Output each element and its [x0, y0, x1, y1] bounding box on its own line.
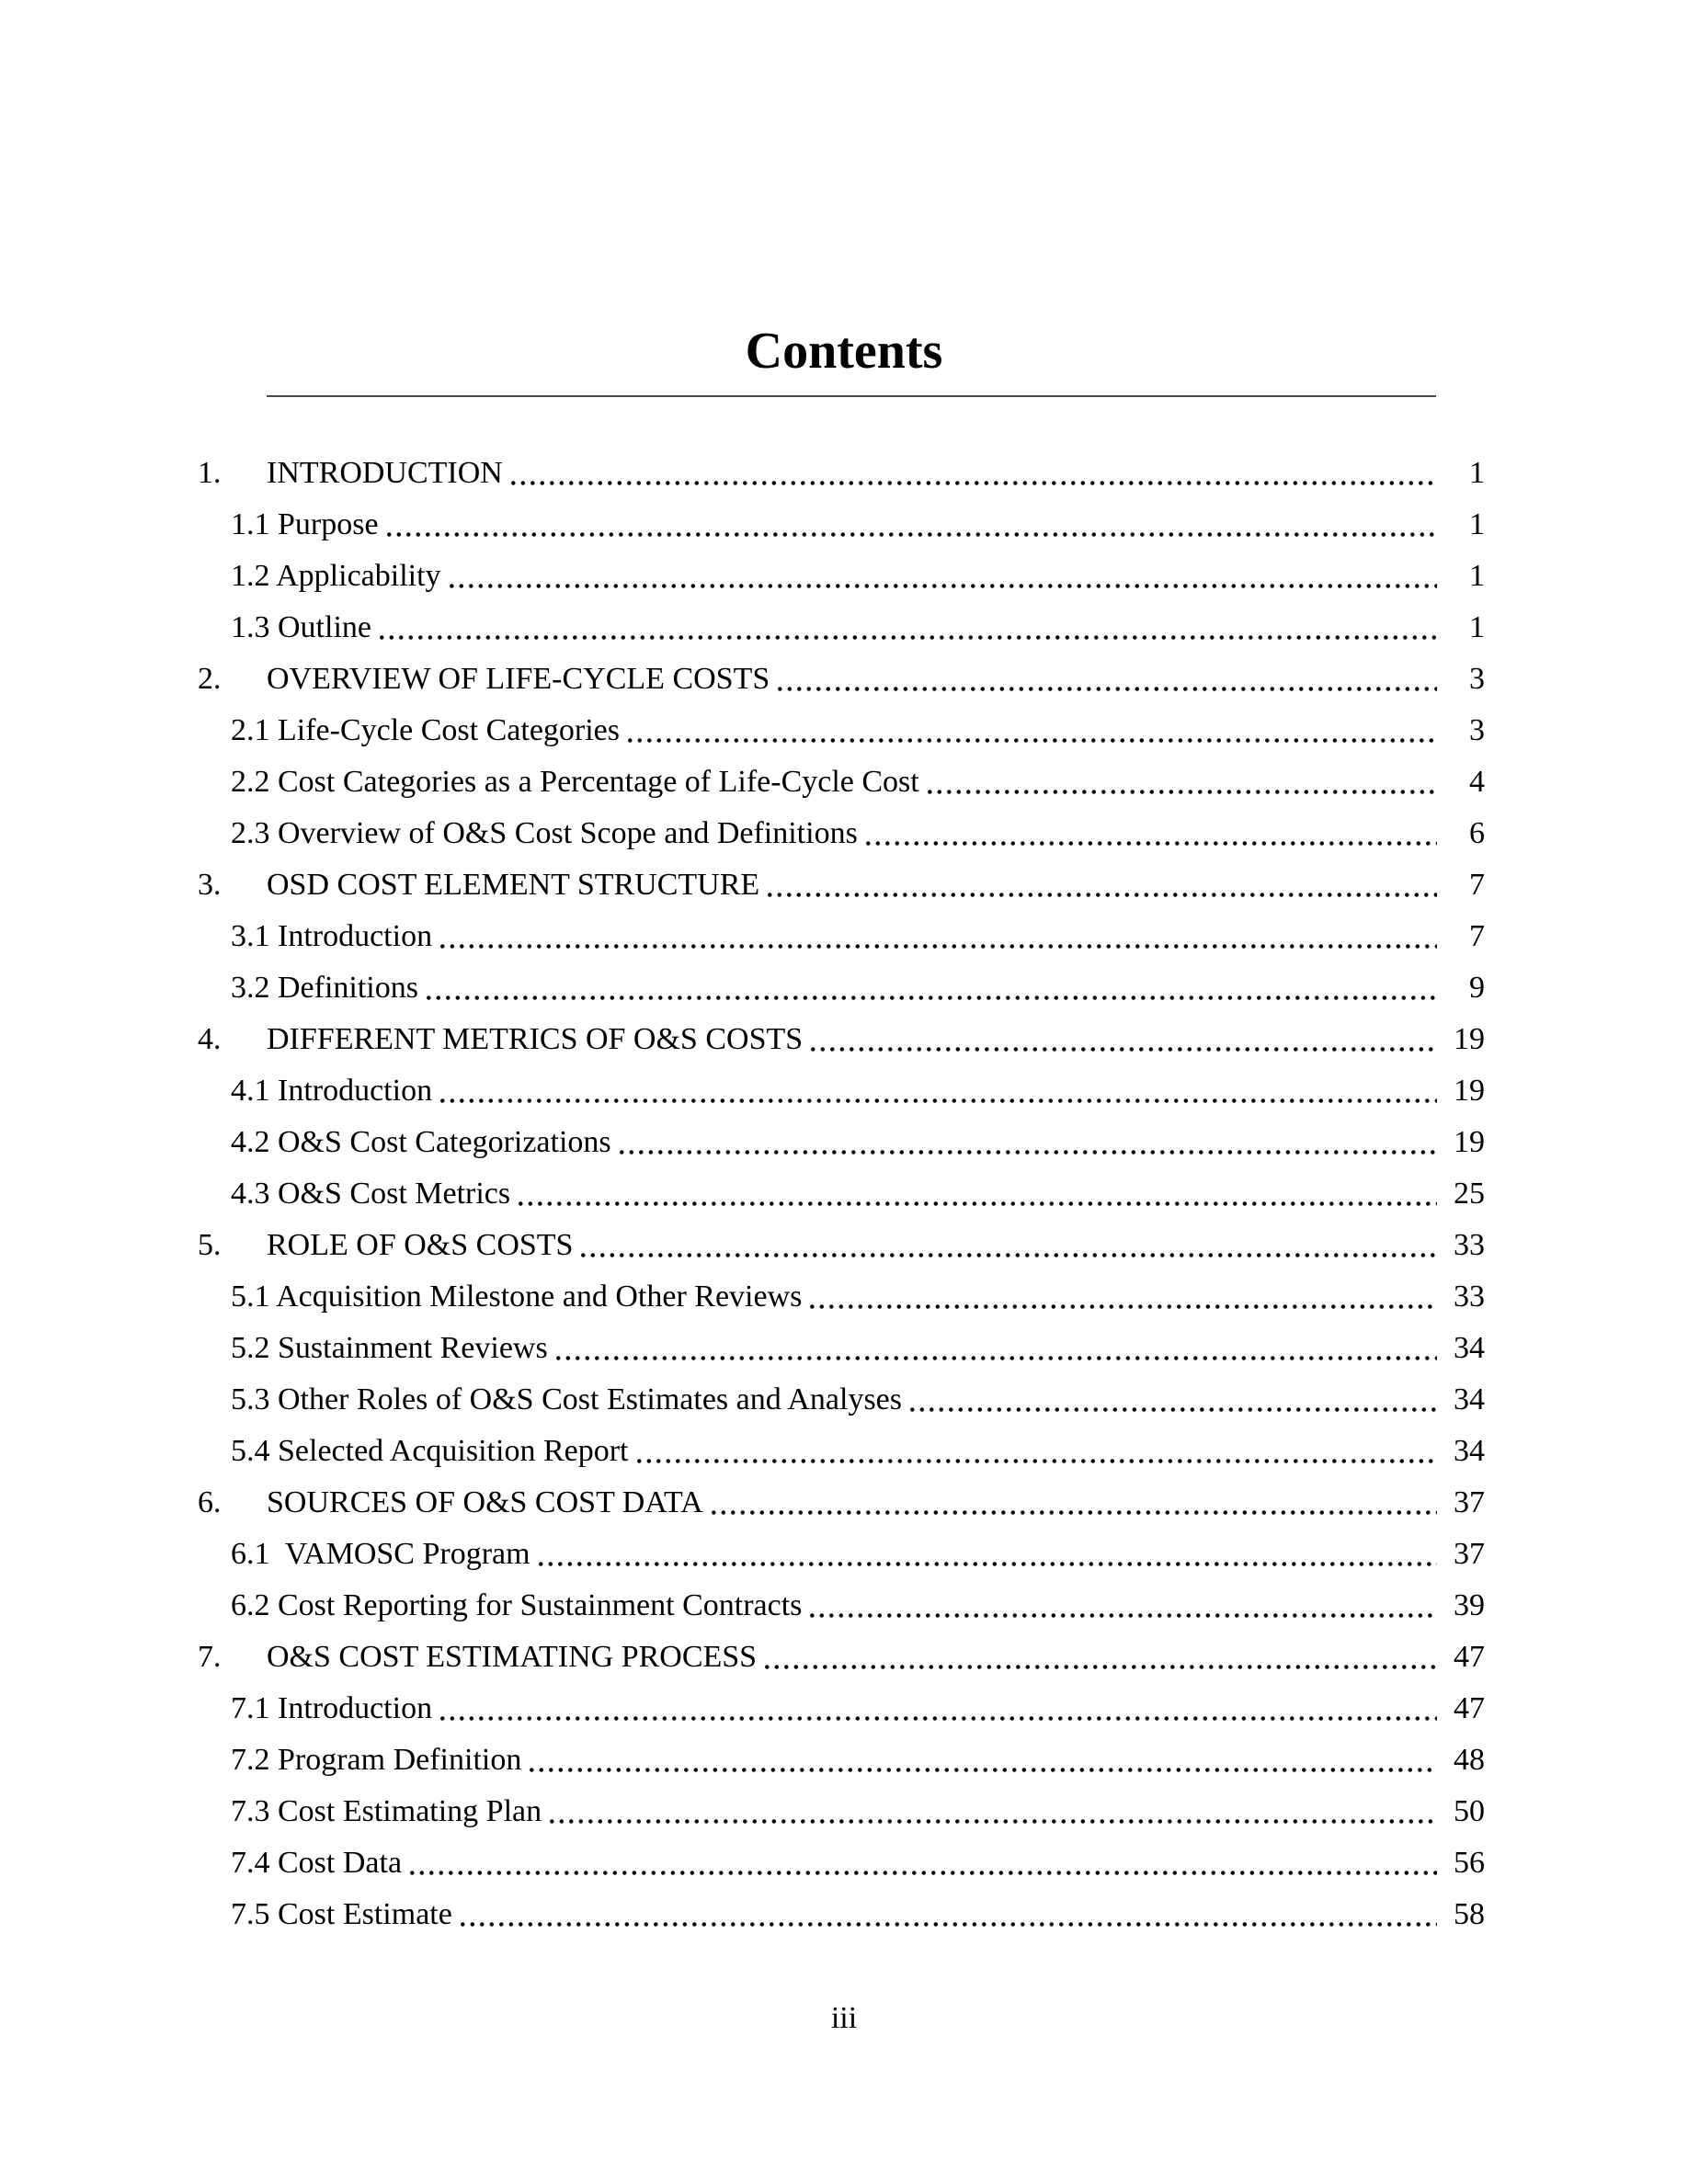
toc-entry-number: 1.	[198, 456, 222, 490]
dot-leader	[928, 790, 1437, 794]
toc-entry-page: 19	[1454, 1022, 1485, 1056]
toc-entry-label: 2.1 Life-Cycle Cost Categories	[231, 713, 621, 747]
toc-entry-page: 19	[1454, 1125, 1485, 1159]
dot-leader	[511, 481, 1437, 485]
toc-entry-label: 5.4 Selected Acquisition Report	[231, 1434, 629, 1468]
dot-leader	[550, 1819, 1437, 1824]
toc-entry-page: 48	[1454, 1743, 1485, 1777]
toc-entry-label: 6.1 VAMOSC Program	[231, 1537, 530, 1571]
toc-entry-page: 6	[1469, 816, 1485, 850]
toc-entry-label: INTRODUCTION	[267, 456, 503, 490]
toc-entry[interactable]	[198, 1632, 1485, 1683]
toc-entry-label: 1.1 Purpose	[231, 507, 379, 541]
toc-entry-label: 5.2 Sustainment Reviews	[231, 1331, 548, 1365]
toc-entry-page: 56	[1454, 1846, 1485, 1880]
toc-entry-label: 4.2 O&S Cost Categorizations	[231, 1125, 611, 1159]
toc-entry-number: 7.	[198, 1640, 222, 1674]
toc-entry-page: 34	[1454, 1331, 1485, 1365]
dot-leader	[519, 1201, 1437, 1206]
dot-leader	[765, 1665, 1437, 1669]
toc-entry[interactable]	[198, 1426, 1485, 1477]
dot-leader	[440, 1716, 1437, 1721]
toc-entry[interactable]	[198, 654, 1485, 705]
toc-entry-label: ROLE OF O&S COSTS	[267, 1228, 574, 1262]
toc-entry-label: 7.1 Introduction	[231, 1691, 433, 1725]
toc-entry[interactable]	[198, 448, 1485, 499]
toc-entry-label: DIFFERENT METRICS OF O&S COSTS	[267, 1022, 804, 1056]
toc-entry-page: 37	[1454, 1485, 1485, 1519]
toc-entry-page: 50	[1454, 1794, 1485, 1828]
toc-entry-page: 9	[1469, 971, 1485, 1005]
toc-entry[interactable]	[198, 1735, 1485, 1786]
toc-entry-label: 2.2 Cost Categories as a Percentage of Life-Cycle Cost	[231, 765, 919, 799]
toc-entry-page: 1	[1469, 559, 1485, 593]
toc-entry-label: 5.1 Acquisition Milestone and Other Reviews	[231, 1280, 803, 1314]
toc-entry-label: SOURCES OF O&S COST DATA	[267, 1485, 703, 1519]
toc-entry-page: 37	[1454, 1537, 1485, 1571]
toc-entry-page: 47	[1454, 1691, 1485, 1725]
toc-entry-page: 3	[1469, 662, 1485, 696]
toc-entry[interactable]	[198, 911, 1485, 962]
toc-entry[interactable]	[198, 1168, 1485, 1220]
toc-entry-number: 3.	[198, 868, 222, 902]
toc-entry-label: OVERVIEW OF LIFE-CYCLE COSTS	[267, 662, 770, 696]
toc-entry-page: 33	[1454, 1228, 1485, 1262]
toc-entry-page: 34	[1454, 1434, 1485, 1468]
dot-leader	[450, 584, 1437, 588]
toc-entry-number: 5.	[198, 1228, 222, 1262]
toc-entry[interactable]	[198, 705, 1485, 756]
toc-entry-label: 3.2 Definitions	[231, 971, 418, 1005]
dot-leader	[810, 1304, 1437, 1309]
dot-leader	[628, 738, 1437, 743]
toc-entry-label: O&S COST ESTIMATING PROCESS	[267, 1640, 758, 1674]
toc-entry-label: 3.1 Introduction	[231, 919, 433, 953]
toc-entry-label: 7.2 Program Definition	[231, 1743, 522, 1777]
dot-leader	[637, 1459, 1438, 1463]
dot-leader	[461, 1922, 1437, 1927]
dot-leader	[910, 1407, 1437, 1412]
dot-leader	[530, 1768, 1437, 1772]
toc-entry-label: 6.2 Cost Reporting for Sustainment Contracts	[231, 1588, 803, 1622]
toc-entry[interactable]	[198, 1477, 1485, 1529]
dot-leader	[778, 687, 1437, 691]
toc-entry[interactable]	[198, 859, 1485, 911]
toc-entry-page: 1	[1469, 456, 1485, 490]
table-of-contents	[198, 448, 1485, 1940]
dot-leader	[811, 1047, 1437, 1052]
toc-entry[interactable]	[198, 1683, 1485, 1735]
toc-entry-number: 4.	[198, 1022, 222, 1056]
toc-entry-label: 1.3 Outline	[231, 610, 371, 644]
dot-leader	[440, 944, 1437, 949]
dot-leader	[768, 893, 1437, 897]
toc-entry-page: 7	[1469, 868, 1485, 902]
dot-leader	[810, 1613, 1437, 1618]
toc-entry-number: 2.	[198, 662, 222, 696]
dot-leader	[440, 1098, 1437, 1103]
title-divider	[267, 395, 1436, 397]
toc-entry[interactable]	[198, 499, 1485, 551]
toc-entry[interactable]	[198, 1117, 1485, 1168]
toc-entry-label: 7.4 Cost Data	[231, 1846, 403, 1880]
toc-entry-page: 47	[1454, 1640, 1485, 1674]
toc-entry-label: 5.3 Other Roles of O&S Cost Estimates and Analyses	[231, 1382, 903, 1416]
toc-entry[interactable]	[198, 1889, 1485, 1940]
toc-entry-label: 1.2 Applicability	[231, 559, 441, 593]
toc-entry[interactable]	[198, 1220, 1485, 1271]
toc-entry-label: 4.3 O&S Cost Metrics	[231, 1177, 511, 1211]
dot-leader	[380, 635, 1437, 640]
toc-entry-number: 6.	[198, 1485, 222, 1519]
toc-entry[interactable]	[198, 1271, 1485, 1323]
toc-entry-page: 33	[1454, 1280, 1485, 1314]
toc-entry[interactable]	[198, 602, 1485, 654]
toc-entry-page: 58	[1454, 1897, 1485, 1931]
toc-entry[interactable]	[198, 1014, 1485, 1065]
toc-entry-page: 7	[1469, 919, 1485, 953]
toc-entry-label: OSD COST ELEMENT STRUCTURE	[267, 868, 760, 902]
dot-leader	[427, 995, 1437, 1000]
dot-leader	[539, 1562, 1437, 1566]
toc-entry[interactable]	[198, 1786, 1485, 1837]
toc-entry-page: 25	[1454, 1177, 1485, 1211]
toc-entry[interactable]	[198, 808, 1485, 859]
toc-entry-label: 2.3 Overview of O&S Cost Scope and Definitions	[231, 816, 858, 850]
dot-leader	[620, 1150, 1437, 1155]
dot-leader	[556, 1356, 1437, 1360]
page-title: Contents	[745, 323, 943, 380]
toc-entry-page: 1	[1469, 507, 1485, 541]
dot-leader	[866, 841, 1437, 846]
toc-entry-label: 7.3 Cost Estimating Plan	[231, 1794, 542, 1828]
toc-entry[interactable]	[198, 1065, 1485, 1117]
toc-entry[interactable]	[198, 1374, 1485, 1426]
toc-entry-label: 4.1 Introduction	[231, 1074, 433, 1108]
toc-entry[interactable]	[198, 1323, 1485, 1374]
dot-leader	[410, 1871, 1437, 1875]
toc-entry[interactable]	[198, 551, 1485, 602]
dot-leader	[387, 532, 1437, 537]
toc-entry-page: 4	[1469, 765, 1485, 799]
toc-entry-label: 7.5 Cost Estimate	[231, 1897, 452, 1931]
toc-entry[interactable]	[198, 1837, 1485, 1889]
toc-entry-page: 3	[1469, 713, 1485, 747]
toc-entry[interactable]	[198, 1580, 1485, 1632]
toc-entry[interactable]	[198, 1529, 1485, 1580]
toc-entry[interactable]	[198, 756, 1485, 808]
dot-leader	[712, 1510, 1437, 1515]
toc-entry-page: 39	[1454, 1588, 1485, 1622]
toc-entry[interactable]	[198, 962, 1485, 1014]
toc-entry-page: 34	[1454, 1382, 1485, 1416]
toc-entry-page: 19	[1454, 1074, 1485, 1108]
footer-page-number: iii	[830, 2001, 858, 2035]
dot-leader	[581, 1253, 1437, 1257]
toc-entry-page: 1	[1469, 610, 1485, 644]
